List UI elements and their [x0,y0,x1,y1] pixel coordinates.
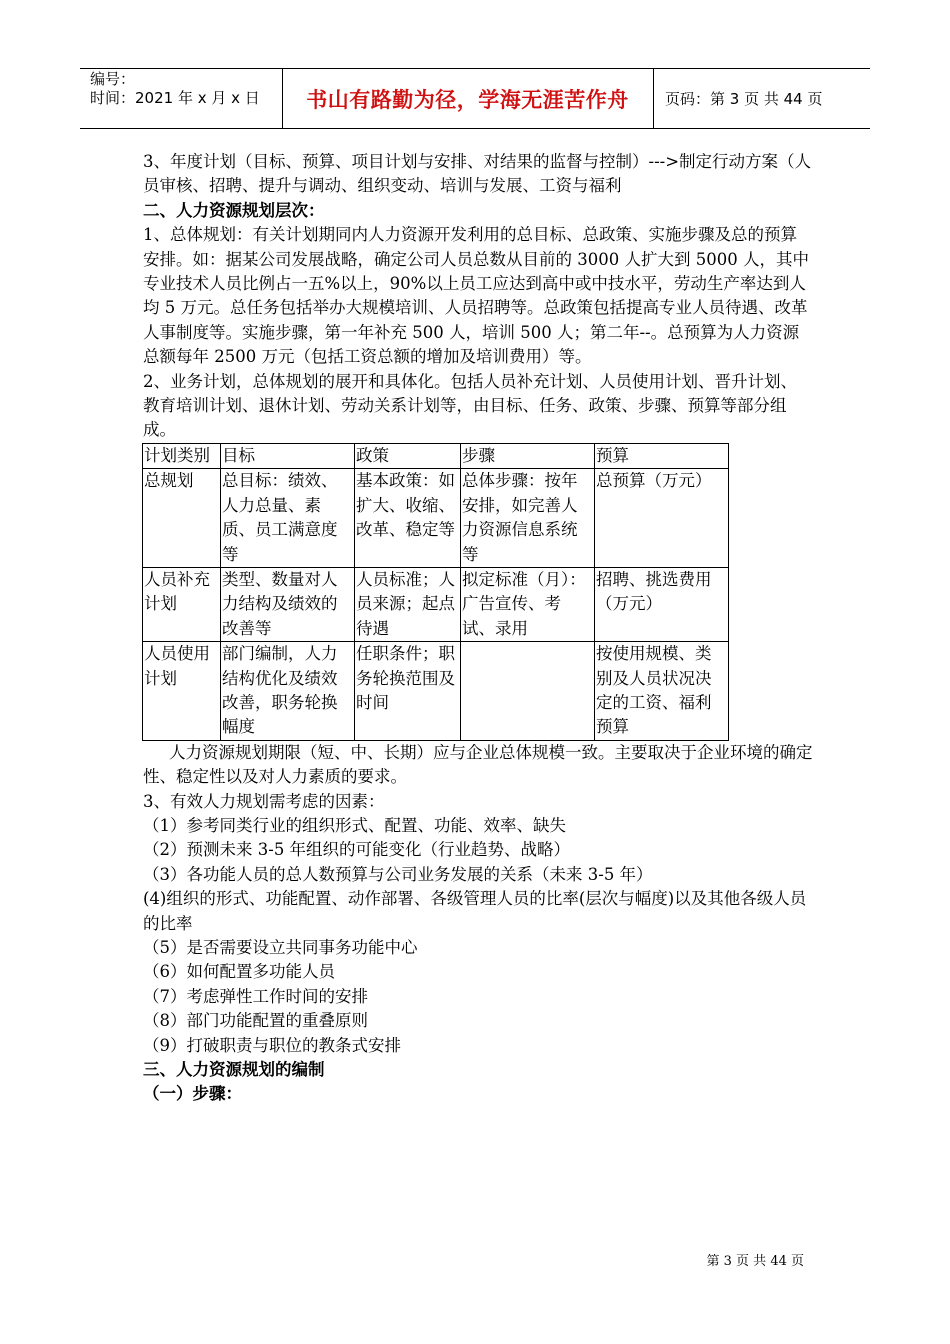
table-row [143,469,729,568]
header-meta [90,70,260,108]
table-row [143,642,729,741]
list-item: （9）打破职责与职位的教条式安排 [143,1035,401,1055]
table-header-cell: 目标 [221,443,355,468]
paragraph-overall-plan: 1、总体规划：有关计划期同内人力资源开发利用的总目标、总政策、实施步骤及总的预算安排。如：据某公司发展战略，确定公司人员总数从目前的 3000 人扩大到 5000 人，其中专业技术人员比例占一五%以上，90%以上员工应达到高中或中技水平，劳动生产率达到人均 5 万元。总任务包括举办大规模培训、人员招聘等。总政策包括提高专业人员待遇、改革人事制度等。实施步骤，第一年补充 500 人，培训 500 人；第二年--。总预算为人力资源总额每年 2500 万元（包括工资总额的增加及培训费用）等。 [143,225,809,367]
header-divider [653,68,654,128]
paragraph-plan-period: 人力资源规划期限（短、中、长期）应与企业总体规模一致。主要取决于企业环境的确定性、稳定性以及对人力素质的要求。 [143,742,813,787]
table-header-cell: 计划类别 [143,443,221,468]
header-bottom-rule [80,128,870,129]
document-body [143,150,813,1107]
header-page-number: 页码：第 3 页 共 44 页 [665,90,823,108]
subsection-heading-steps: （一）步骤： [143,1084,242,1104]
paragraph-annual-plan: 3、年度计划（目标、预算、项目计划与安排、对结果的监督与控制）--->制定行动方案（人员审核、招聘、提升与调动、组织变动、培训与发展、工资与福利 [143,152,812,196]
list-item: （5）是否需要设立共同事务功能中心 [143,938,418,957]
table-cell: 总目标：绩效、人力总量、素质、员工满意度等 [221,469,355,568]
list-item: （7）考虑弹性工作时间的安排 [143,986,368,1006]
list-item: （8）部门功能配置的重叠原则 [143,1011,368,1031]
paragraph-factors-intro: 3、有效人力规划需考虑的因素： [143,791,385,811]
table-cell: 部门编制，人力结构优化及绩效改善，职务轮换幅度 [221,642,355,741]
table-cell: 拟定标准（月）：广告宣传、考试、录用 [461,567,595,641]
table-cell: 人员标准；人员来源；起点待遇 [355,567,461,641]
list-item: （2）预测未来 3-5 年组织的可能变化（行业趋势、战略） [143,840,571,860]
table-cell: 总规划 [143,469,221,568]
table-cell: 总预算（万元） [595,469,729,568]
table-cell: 类型、数量对人力结构及绩效的改善等 [221,567,355,641]
document-date: 时间：2021 年 x 月 x 日 [90,89,260,107]
header-motto: 书山有路勤为径，学海无涯苦作舟 [306,88,629,112]
list-item: (4)组织的形式、功能配置、动作部署、各级管理人员的比率(层次与幅度)以及其他各级人员的比率 [143,889,807,933]
footer-page-number: 第 3 页 共 44 页 [706,1254,804,1269]
header-top-rule [80,68,870,69]
table-header-cell: 政策 [355,443,461,468]
table-cell: 人员补充计划 [143,567,221,641]
document-number: 编号： [90,70,136,88]
table-row [143,567,729,641]
table-cell: 基本政策：如扩大、收缩、改革、稳定等 [355,469,461,568]
table-cell: 人员使用计划 [143,642,221,741]
section-heading-preparation: 三、人力资源规划的编制 [143,1060,325,1080]
plan-table [142,443,729,741]
table-cell: 任职条件；职务轮换范围及时间 [355,642,461,741]
table-header-cell: 步骤 [461,443,595,468]
table-cell: 招聘、挑选费用（万元） [595,567,729,641]
list-item: （3）各功能人员的总人数预算与公司业务发展的关系（未来 3-5 年） [143,864,653,884]
paragraph-business-plan: 2、业务计划，总体规划的展开和具体化。包括人员补充计划、人员使用计划、晋升计划、教育培训计划、退休计划、劳动关系计划等，由目标、任务、政策、步骤、预算等部分组成。 [143,371,797,440]
list-item: （1）参考同类行业的组织形式、配置、功能、效率、缺失 [143,815,566,835]
table-cell [461,642,595,741]
section-heading-levels: 二、人力资源规划层次： [143,200,325,220]
table-header-cell: 预算 [595,443,729,468]
table-cell: 总体步骤：按年安排，如完善人力资源信息系统等 [461,469,595,568]
table-cell: 按使用规模、类别及人员状况决定的工资、福利预算 [595,642,729,741]
list-item: （6）如何配置多功能人员 [143,962,335,982]
table-header-row [143,443,729,468]
